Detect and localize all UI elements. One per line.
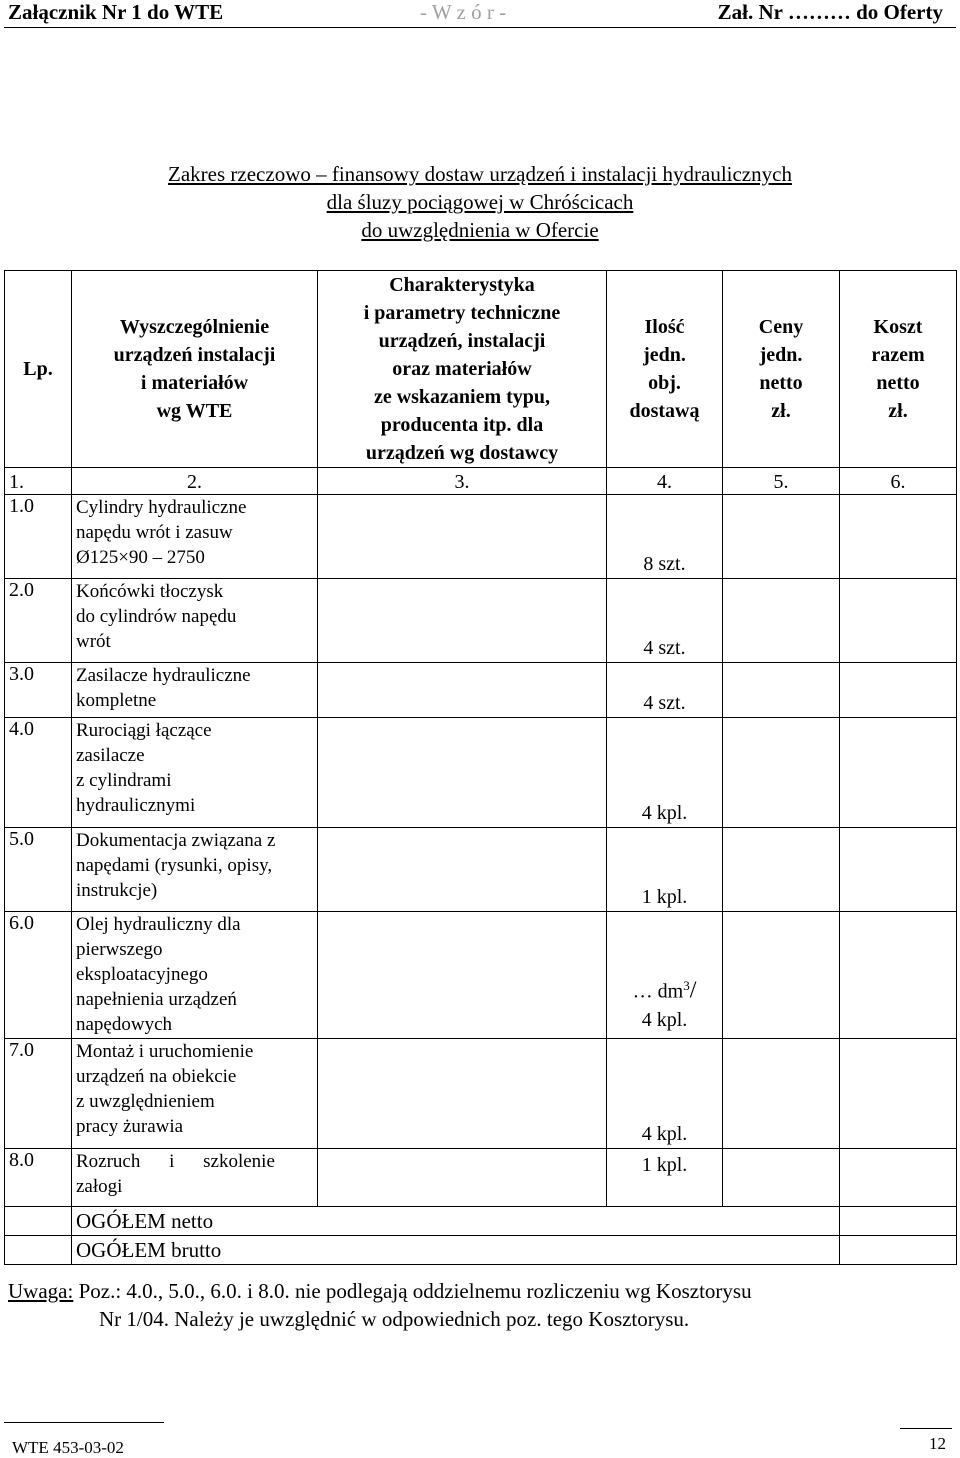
note-label: Uwaga:	[8, 1279, 74, 1303]
row-lp	[5, 1236, 72, 1265]
header-quantity: Ilość jedn. obj. dostawą	[607, 271, 723, 468]
row-lp: 7.0	[5, 1039, 72, 1149]
page-number: 12	[929, 1434, 946, 1453]
row-total-cost	[840, 718, 957, 828]
total-net-row	[5, 1207, 957, 1236]
table-row	[5, 495, 957, 579]
row-lp: 5.0	[5, 828, 72, 912]
row-total-cost	[840, 1039, 957, 1149]
row-characteristics	[318, 912, 607, 1039]
total-net-value	[840, 1207, 957, 1236]
table-header-row	[5, 271, 957, 468]
row-unit-price	[723, 495, 840, 579]
row-unit-price	[723, 1149, 840, 1207]
header-characteristics: Charakterystyka i parametry techniczne urządzeń, instalacji oraz materiałów ze wskazaniem typu, producenta itp. dla urządzeń wg dostawcy	[318, 271, 607, 468]
table-row	[5, 579, 957, 663]
scope-table	[4, 270, 957, 1265]
note-line-2: Nr 1/04. Należy je uwzględnić w odpowiednich poz. tego Kosztorysu.	[99, 1307, 690, 1331]
row-total-cost	[840, 1149, 957, 1207]
row-total-cost	[840, 663, 957, 718]
row-characteristics	[318, 1039, 607, 1149]
header-total-cost: Koszt razem netto zł.	[840, 271, 957, 468]
header-rule	[4, 27, 956, 28]
column-number: 4.	[607, 468, 723, 495]
row-characteristics	[318, 828, 607, 912]
row-quantity: 8 szt.	[607, 495, 723, 579]
table-row	[5, 1149, 957, 1207]
row-characteristics	[318, 663, 607, 718]
row-characteristics	[318, 718, 607, 828]
row-total-cost	[840, 912, 957, 1039]
row-name: Rozruch i szkolenie załogi	[72, 1149, 318, 1207]
row-lp	[5, 1207, 72, 1236]
row-total-cost	[840, 828, 957, 912]
header-right: Zał. Nr ……… do Oferty	[717, 0, 943, 24]
row-unit-price	[723, 912, 840, 1039]
header-unit-price: Ceny jedn. netto zł.	[723, 271, 840, 468]
total-gross-label: OGÓŁEM brutto	[72, 1236, 840, 1265]
row-unit-price	[723, 718, 840, 828]
row-name: Montaż i uruchomienie urządzeń na obiekcie z uwzględnieniem pracy żurawia	[72, 1039, 318, 1149]
row-quantity: 4 kpl.	[607, 718, 723, 828]
row-characteristics	[318, 495, 607, 579]
column-number: 3.	[318, 468, 607, 495]
note-line-1: Poz.: 4.0., 5.0., 6.0. i 8.0. nie podlegają oddzielnemu rozliczeniu wg Kosztorysu	[73, 1279, 752, 1303]
table-row	[5, 912, 957, 1039]
row-total-cost	[840, 579, 957, 663]
row-quantity: … $dm^3/$ 4 kpl.	[607, 912, 723, 1039]
title-line-2: dla śluzy pociągowej w Chróścicach	[326, 190, 634, 214]
column-number: 6.	[840, 468, 957, 495]
total-gross-row	[5, 1236, 957, 1265]
footer-rule	[4, 1422, 164, 1423]
row-unit-price	[723, 579, 840, 663]
row-name: Zasilacze hydrauliczne kompletne	[72, 663, 318, 718]
row-lp: 2.0	[5, 579, 72, 663]
row-name: Końcówki tłoczysk do cylindrów napędu wrót	[72, 579, 318, 663]
row-lp: 6.0	[5, 912, 72, 1039]
footer-page-rule	[900, 1428, 952, 1429]
column-number: 2.	[72, 468, 318, 495]
table-row	[5, 828, 957, 912]
table-row	[5, 1039, 957, 1149]
row-name: Cylindry hydrauliczne napędu wrót i zasuw Ø125×90 – 2750	[72, 495, 318, 579]
row-total-cost	[840, 495, 957, 579]
document-title	[0, 160, 960, 244]
row-lp: 8.0	[5, 1149, 72, 1207]
total-gross-value	[840, 1236, 957, 1265]
row-unit-price	[723, 663, 840, 718]
row-characteristics	[318, 579, 607, 663]
row-quantity: 4 kpl.	[607, 1039, 723, 1149]
title-line-3: do uwzględnienia w Ofercie	[361, 218, 599, 242]
column-number-row	[5, 468, 957, 495]
note	[8, 1277, 752, 1333]
row-characteristics	[318, 1149, 607, 1207]
footer-document-code: WTE 453-03-02	[12, 1438, 124, 1457]
header-left: Załącznik Nr 1 do WTE	[8, 0, 224, 24]
row-quantity: 1 kpl.	[607, 1149, 723, 1207]
row-unit-price	[723, 828, 840, 912]
total-net-label: OGÓŁEM netto	[72, 1207, 840, 1236]
row-name: Dokumentacja związana z napędami (rysunki, opisy, instrukcje)	[72, 828, 318, 912]
header-middle: - W z ó r -	[420, 0, 507, 24]
header-name: Wyszczególnienie urządzeń instalacji i materiałów wg WTE	[72, 271, 318, 468]
title-line-1: Zakres rzeczowo – finansowy dostaw urządzeń i instalacji hydraulicznych	[168, 162, 792, 186]
row-lp: 1.0	[5, 495, 72, 579]
row-name: Olej hydrauliczny dla pierwszego eksploatacyjnego napełnienia urządzeń napędowych	[72, 912, 318, 1039]
row-lp: 3.0	[5, 663, 72, 718]
row-quantity: 1 kpl.	[607, 828, 723, 912]
column-number: 5.	[723, 468, 840, 495]
row-quantity: 4 szt.	[607, 663, 723, 718]
row-name: Rurociągi łączące zasilacze z cylindrami hydraulicznymi	[72, 718, 318, 828]
column-number: 1.	[5, 468, 72, 495]
row-lp: 4.0	[5, 718, 72, 828]
table-row	[5, 718, 957, 828]
header-lp: Lp.	[5, 271, 72, 468]
table-row	[5, 663, 957, 718]
row-quantity: 4 szt.	[607, 579, 723, 663]
row-unit-price	[723, 1039, 840, 1149]
